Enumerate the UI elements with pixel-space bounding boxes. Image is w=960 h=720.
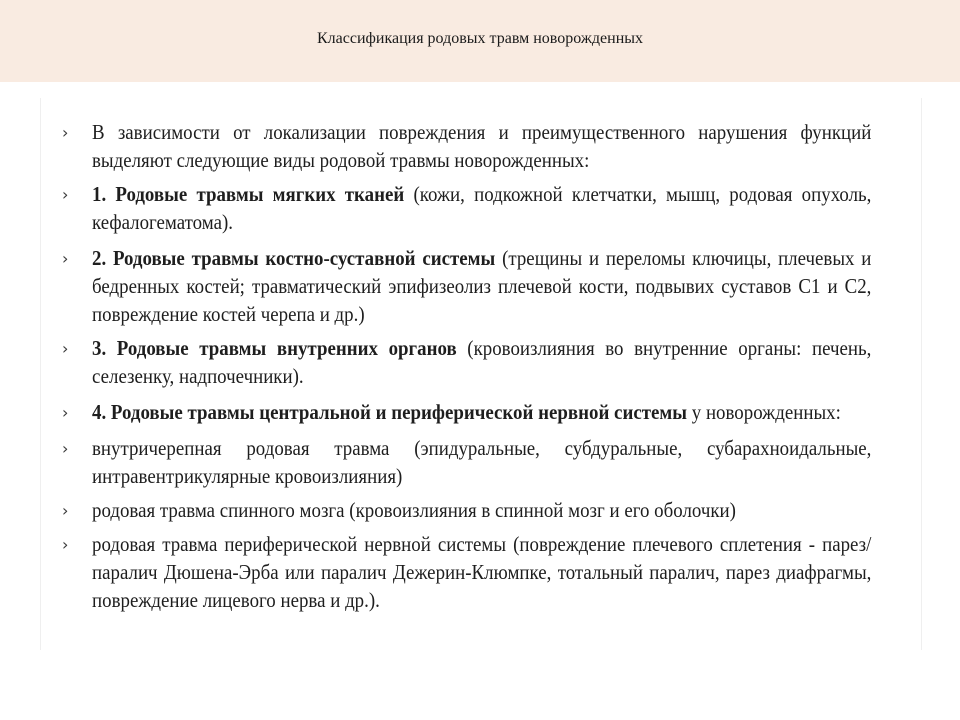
- slide-title: Классификация родовых травм новорожденных: [316, 30, 644, 47]
- bullet-arrow-icon: ›: [62, 403, 69, 422]
- list-item-text: 4. Родовые травмы центральной и периферической нервной системы у новорожденных:: [92, 400, 841, 424]
- bullet-list: [60, 118, 872, 614]
- bullet-arrow-icon: ›: [62, 249, 69, 268]
- list-item-text: В зависимости от локализации повреждения и преимущественного нарушения функций выделяют следующие виды родовой травмы новорожденных:: [92, 120, 872, 172]
- list-item: [60, 334, 872, 390]
- bullet-arrow-icon: ›: [62, 535, 69, 554]
- list-item-text: родовая травма спинного мозга (кровоизлияния в спинной мозг и его оболочки): [92, 498, 736, 522]
- bullet-arrow-icon: ›: [62, 185, 69, 204]
- list-item-text: 2. Родовые травмы костно-суставной системы (трещины и переломы ключицы, плечевых и бедренных костей; травматический эпифизеолиз плечевой кости, подвывих суставов С1 и С2, повреждение костей черепа и др.): [92, 246, 872, 326]
- list-item-text: 1. Родовые травмы мягких тканей (кожи, подкожной клетчатки, мышц, родовая опухоль, кефалогематома).: [92, 182, 872, 234]
- list-item: [60, 398, 872, 426]
- list-item: [60, 496, 872, 524]
- bullet-arrow-icon: ›: [62, 439, 69, 458]
- bullet-arrow-icon: ›: [62, 339, 69, 358]
- list-item: [60, 118, 872, 174]
- list-item-text: родовая травма периферической нервной системы (повреждение плечевого сплетения - парез/паралич Дюшена-Эрба или паралич Дежерин-Клюмпке, тотальный паралич, парез диафрагмы, повреждение лицевого нерва и др.).: [92, 532, 872, 612]
- bullet-arrow-icon: ›: [62, 123, 69, 142]
- list-item: [60, 434, 872, 490]
- list-item-text: внутричерепная родовая травма (эпидуральные, субдуральные, субарахноидальные, интравентрикулярные кровоизлияния): [92, 436, 872, 488]
- list-item-text: 3. Родовые травмы внутренних органов (кровоизлияния во внутренние органы: печень, селезенку, надпочечники).: [92, 336, 872, 388]
- list-item: [60, 530, 872, 614]
- slide-header: [0, 0, 960, 82]
- list-item: [60, 244, 872, 328]
- bullet-arrow-icon: ›: [62, 501, 69, 520]
- list-item: [60, 180, 872, 236]
